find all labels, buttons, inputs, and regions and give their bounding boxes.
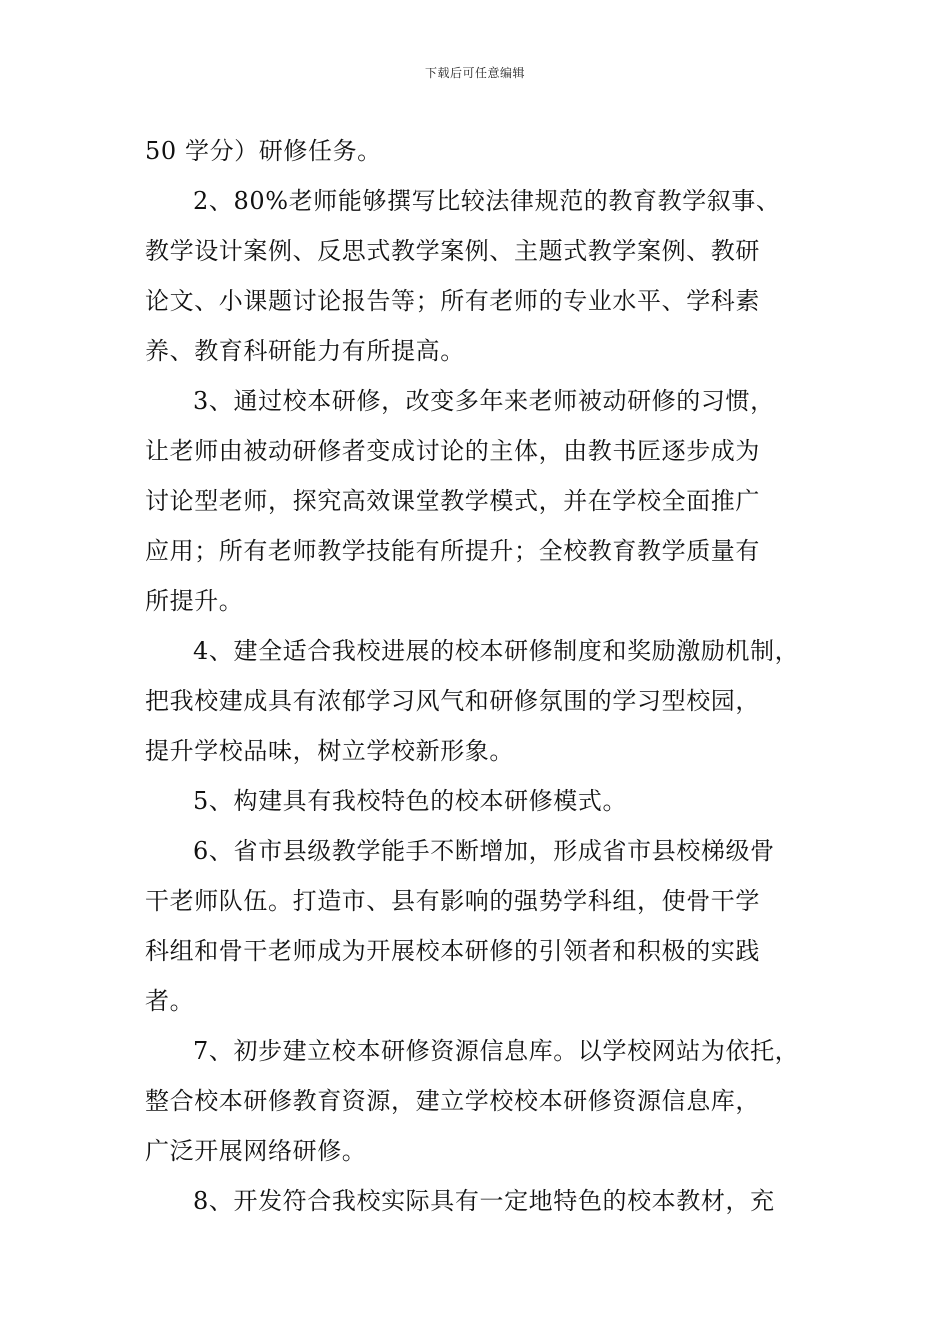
text-line: 让老师由被动研修者变成讨论的主体，由教书匠逐步成为 <box>145 437 760 465</box>
text-line: 广泛开展网络研修。 <box>145 1137 367 1165</box>
text-line: 把我校建成具有浓郁学习风气和研修氛围的学习型校园， <box>145 687 760 715</box>
text-line: 提升学校品味，树立学校新形象。 <box>145 737 514 765</box>
text-line: 干老师队伍。打造市、县有影响的强势学科组，使骨干学 <box>145 887 760 915</box>
text-line: 3、通过校本研修，改变多年来老师被动研修的习惯， <box>193 387 775 415</box>
text-line: 论文、小课题讨论报告等；所有老师的专业水平、学科素 <box>145 287 760 315</box>
text-line: 8、开发符合我校实际具有一定地特色的校本教材，充 <box>193 1187 775 1215</box>
text-line: 4、建全适合我校进展的校本研修制度和奖励激励机制， <box>193 637 800 665</box>
text-line: 整合校本研修教育资源，建立学校校本研修资源信息库， <box>145 1087 760 1115</box>
text-line: 所提升。 <box>145 587 244 615</box>
text-line: 科组和骨干老师成为开展校本研修的引领者和积极的实践 <box>145 937 760 965</box>
text-line: 7、初步建立校本研修资源信息库。以学校网站为依托， <box>193 1037 800 1065</box>
page-header: 下载后可任意编辑 <box>424 66 525 80</box>
text-line: 讨论型老师，探究高效课堂教学模式，并在学校全面推广 <box>145 487 760 515</box>
text-line: 者。 <box>145 987 195 1015</box>
text-line: 2、80%老师能够撰写比较法律规范的教育教学叙事、 <box>193 187 781 215</box>
text-line: 养、教育科研能力有所提高。 <box>145 337 465 365</box>
text-line: 50 学分）研修任务。 <box>145 137 382 165</box>
text-line: 6、省市县级教学能手不断增加，形成省市县校梯级骨 <box>193 837 775 865</box>
text-line: 应用；所有老师教学技能有所提升；全校教育教学质量有 <box>145 537 760 565</box>
text-line: 5、构建具有我校特色的校本研修模式。 <box>193 787 628 815</box>
text-line: 教学设计案例、反思式教学案例、主题式教学案例、教研 <box>145 237 760 265</box>
document-body <box>145 126 810 1226</box>
